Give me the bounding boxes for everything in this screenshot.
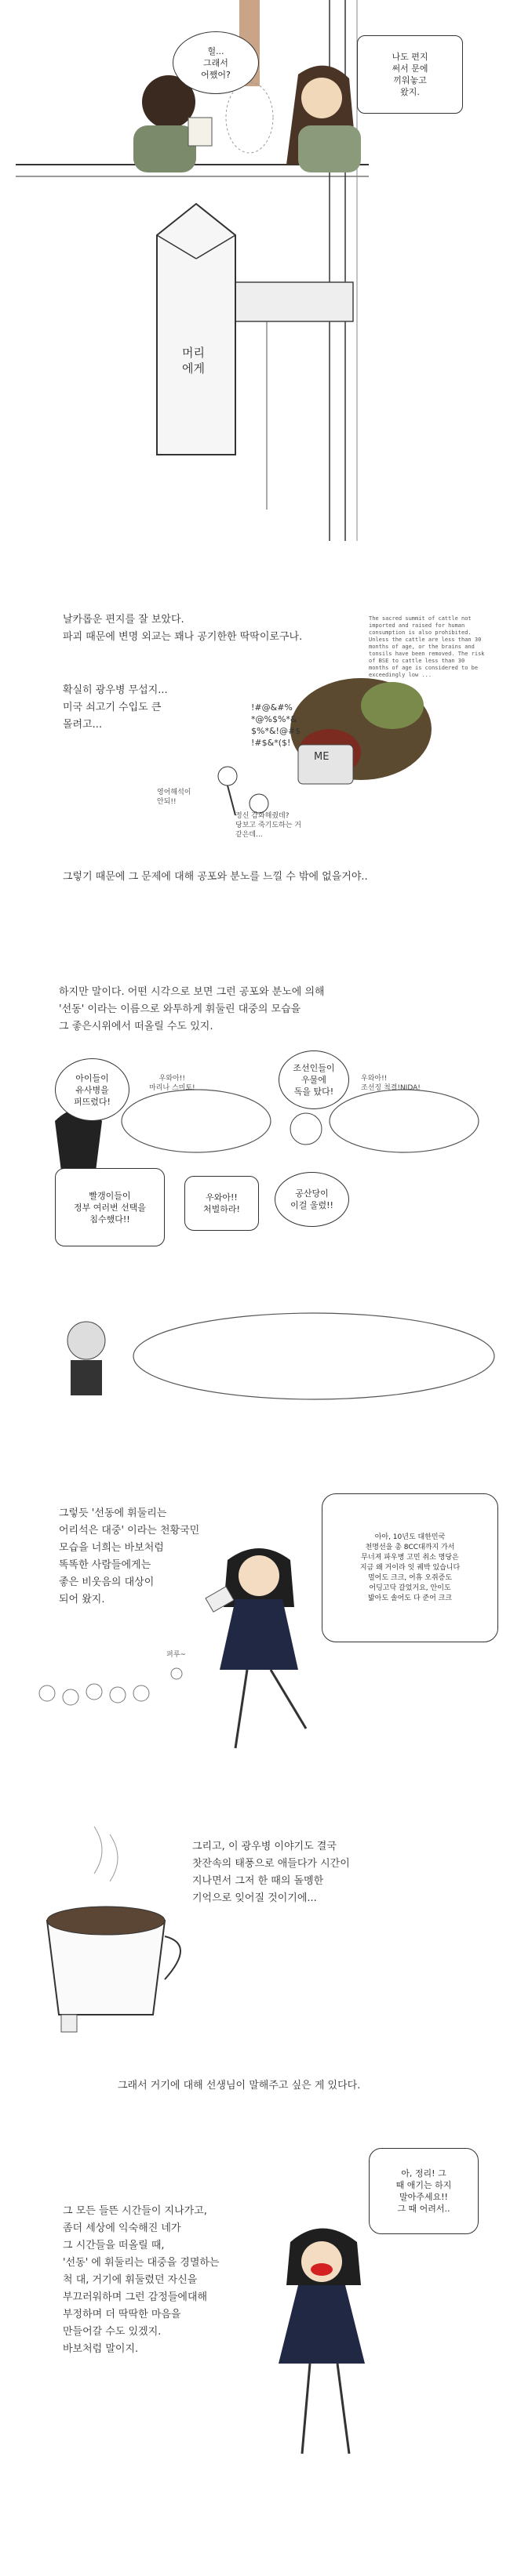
narration-letter: 날카롭운 편지를 잘 보았다. 파괴 때문에 변명 외교는 꽤나 공기한한 딱딱이로구나. [63,614,303,643]
panel-cow-scene [0,596,510,964]
bubble-crowd-1: 우와아!! 마리나 스미토! [149,1075,195,1092]
narration-fear: 그렇기 때문에 그 문제에 대해 공포와 분노를 느낄 수 밖에 없을거야.. [63,871,368,883]
bubble-well: 조선인들이 우물에 독을 탔다! [279,1050,349,1109]
box-label: ME [314,751,330,763]
bubble-communist: 공산당이 이걸 울렸!! [275,1172,349,1227]
cow-grawlix: !#@&#% *@%$%*& $%*&!@#$ !#$&*($! [251,702,301,748]
panel-letter-scene [0,0,510,564]
panel-crowd-scene [0,980,510,1435]
bubble-crowd-2: 우와아!! 조선징 척결!NIDA! [361,1075,421,1092]
panel-teacup-scene [0,1827,510,2117]
speech-bubble-girl: 나도 편지 써서 문에 끼워놓고 왔지. [357,35,463,114]
teacher-speech: 아아, 10년도 대한민국 천명선을 총 8CC대까지 가서 무너져 파우병 고민 취소 명당은 지금 왜 거이라 잇 궤박 있습니다 멀어도 크크, 어휴 오쥐증도 어딩고닥 갈었거요, 안이도 밟아도 솔어도 다 준어 크크 [322,1493,498,1642]
letter-label: 머리 에게 [182,346,205,376]
teacher-art [0,1489,510,1819]
narration-teacher: 그래서 거기에 대해 선생님이 말해주고 싶은 게 있다다. [118,2080,361,2092]
narration-shame: 그 모든 들뜬 시간들이 지나가고, 좀더 세상에 익숙해진 네가 그 시간들을 떠올릴 때, '선동' 에 휘둘리는 대중을 경멸하는 척 대, 거기에 휘둘렸던 자신을 부끄러워하며 그런 감정들에대해 부정하며 더 딱딱한 마음을 만들어갈 수도 있겠지. 바보처럼 말이지. [63,2205,220,2355]
bubble-disease: 아이들이 유사병을 퍼뜨렸다! [55,1058,129,1121]
tiny-voice: 퍼루~ [166,1651,186,1659]
small-text-right: 정신 감화해줬데? 당보고 죽기도하는 거 같은데... [235,812,301,839]
narration-storm: 그리고, 이 광우병 이야기도 결국 찻잔속의 태풍으로 애들다가 시간이 지나면서 그저 한 때의 돌멩한 기억으로 잊어질 것이기에... [192,1841,350,1904]
student-art [0,2117,510,2576]
bubble-reds: 빨갱이들이 정부 여러번 선택을 침수했다!! [55,1168,165,1246]
english-note: The sacred summit of cattle not imported and raised for human consumption is also prohibited. Unless the cattle are less than 30 months of age, or the brains and tonsils have been removed. The risk of BSE to cattle less than 30 months of age is considered to be exceedingly low ... [369,615,485,678]
narration-masses: 그렇듯 '선동에 휘둘리는 어리석은 대중' 이라는 천황국민 모습을 너희는 바보처럼 똑똑한 사람들에게는 좋은 비웃음의 대상이 되어 왔지. [59,1508,200,1605]
narration-propaganda: 하지만 말이다. 어떤 시각으로 보면 그런 공포와 분노에 의해 '선동' 이라는 이름으로 와투하게 휘둘린 대중의 모습을 그 좋은시위에서 떠올릴 수도 있지. [59,986,325,1032]
bubble-punish: 우와아!! 처벌하라! [184,1176,259,1231]
student-speech: 아, 정리! 그 때 애기는 하지 말아주세요!! 그 때 어려서.. [369,2148,479,2234]
small-text-left: 영어해석이 안되!! [157,789,191,806]
panel-teacher-scene [0,1489,510,1819]
narration-mad-cow: 확실히 광우병 무섭지... 미국 쇠고기 수입도 큰 몰려고... [63,684,168,731]
speech-bubble-boy: 헐... 그래서 어쨌어? [173,31,259,94]
panel-embarrassed-scene [0,2117,510,2576]
